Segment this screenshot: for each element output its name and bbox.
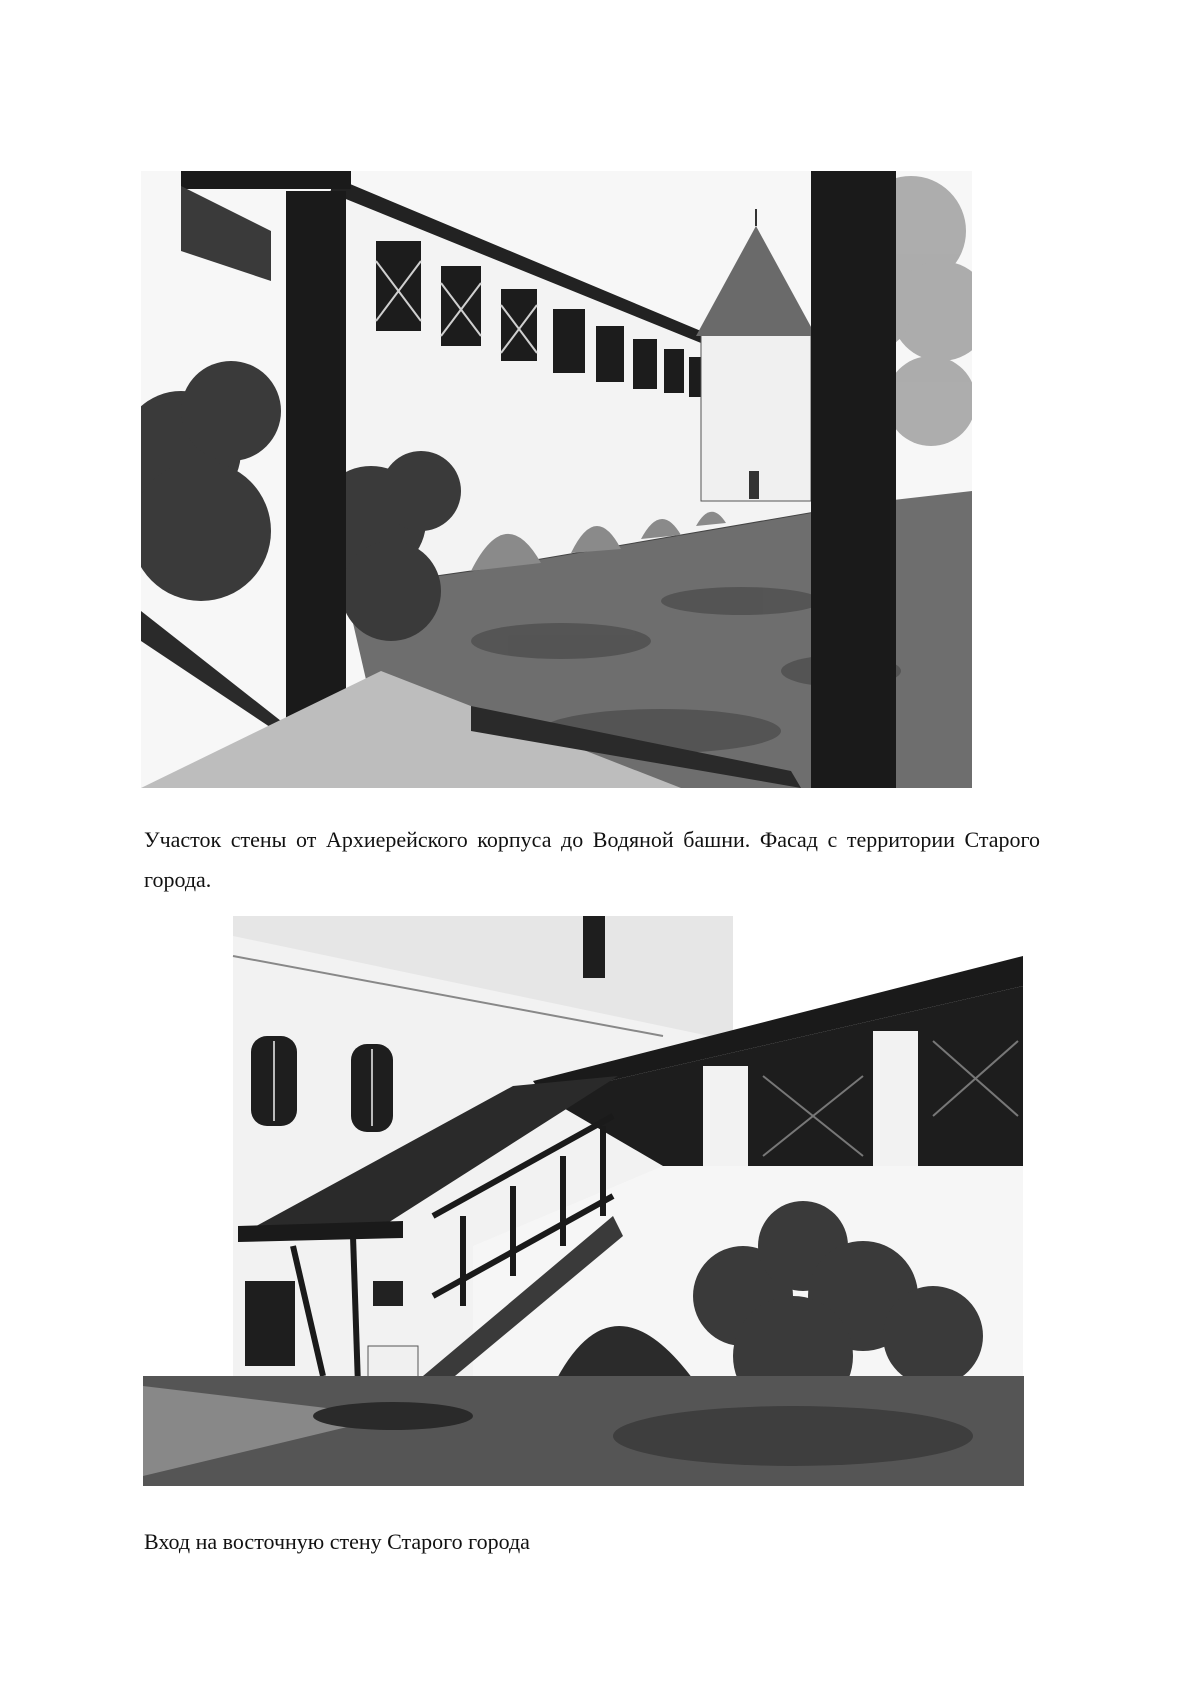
figure-caption: Участок стены от Архиерейского корпуса до Водяной башни. Фасад с территории Старого города. xyxy=(144,827,1040,892)
wall-tower-photo xyxy=(141,171,972,788)
stair-entrance-illustration xyxy=(143,916,1024,1486)
stair-entrance-photo xyxy=(143,916,1024,1486)
figure-caption: Вход на восточную стену Старого города xyxy=(144,1529,530,1554)
wall-tower-illustration xyxy=(141,171,972,788)
